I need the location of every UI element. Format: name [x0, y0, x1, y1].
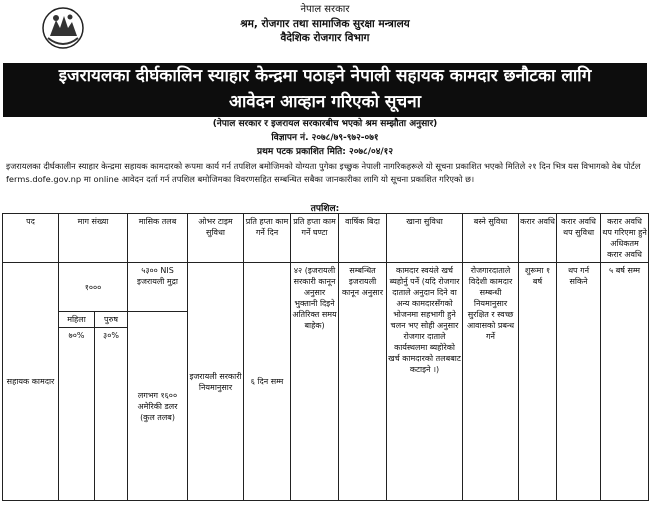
notice-number: विज्ञापन नं. २०७८/७९-९७२-०७१ — [271, 133, 379, 143]
job-details-table — [2, 213, 649, 501]
cell-demand-total: १००० — [59, 263, 128, 312]
cell-overtime: इजरायली सरकारी नियमानुसार — [188, 263, 244, 501]
notice-title-line1: इजरायलका दीर्घकालिन स्याहार केन्द्रमा पठाइने नेपाली सहायक कामदार छनौटका लागि — [58, 66, 592, 86]
first-published-date: प्रथम पटक प्रकाशित मिति: २०७८/०४/१२ — [256, 147, 394, 157]
cell-male-pct: ३०% — [95, 328, 128, 501]
cell-extension: थप गर्न सकिने — [557, 263, 601, 501]
cell-salary-nis: ५३०० NIS इजरायली मुद्रा — [128, 263, 188, 312]
issuing-authority — [0, 3, 650, 45]
cell-accommodation: रोजगारदाताले विदेशी कामदार सम्बन्धी नियमानुसार सुरक्षित र स्वच्छ आवासको प्रबन्ध गर्ने — [463, 263, 519, 501]
col-post: पद — [3, 214, 59, 263]
ministry-name: श्रम, रोजगार तथा सामाजिक सुरक्षा मन्त्रालय — [240, 18, 410, 30]
cell-male-label: पुरुष — [95, 312, 128, 328]
intro-text-2: मा — [81, 173, 94, 184]
col-overtime: ओभर टाइम सुविधा — [188, 214, 244, 263]
col-accommodation: बस्ने सुविधा — [463, 214, 519, 263]
notice-title-banner — [3, 63, 647, 117]
intro-paragraph — [6, 160, 644, 185]
cell-leave: सम्बन्धित इजरायली कानून अनुसार — [339, 263, 387, 501]
col-leave: वार्षिक बिदा — [339, 214, 387, 263]
col-extension: करार अवधि थप सुविधा — [557, 214, 601, 263]
cell-duration: शुरूमा १ बर्ष — [519, 263, 557, 501]
col-demand: माग संख्या — [59, 214, 128, 263]
table-row — [3, 263, 649, 312]
government-name: नेपाल सरकार — [300, 4, 350, 15]
cell-post: सहायक कामदार — [3, 263, 59, 501]
cell-salary-usd: लगभग १६०० अमेरिकी डलर (कुल तलब) — [128, 312, 188, 501]
notice-meta — [0, 117, 650, 159]
col-food: खाना सुविधा — [387, 214, 463, 263]
cell-food: कामदार स्वयंले खर्च ब्यहोर्नु पर्ने (यदि रोजगार दाताले अनुदान दिने वा अन्य कामदारसँगको भोजनमा सहभागी हुने चलन भए सोही अनुसार रोजगार दाताले कार्यस्थलमा ब्यहोरेको खर्च कामदारको तलबबाट कटाइने ।) — [387, 263, 463, 501]
annex-title: तपशिल: — [310, 204, 340, 214]
col-max-period: करार अवधि थप गरिएमा हुने अधिकतम करार अवधि — [601, 214, 649, 263]
col-duration: करार अवधि — [519, 214, 557, 263]
cell-days: ६ दिन सम्म — [244, 263, 291, 501]
online-word: online — [93, 173, 119, 184]
agreement-note: (नेपाल सरकार र इजरायल सरकारबीच भएको श्रम सम्झौता अनुसार) — [212, 119, 438, 129]
cell-hours: ४२ (इजरायली सरकारी कानून अनुसार भुक्तानी दिइने अतिरिक्त समय बाहेक) — [291, 263, 339, 501]
table-header-row — [3, 214, 649, 263]
col-hours: प्रति हप्ता काम गर्ने घण्टा — [291, 214, 339, 263]
portal-link[interactable]: ferms.dofe.gov.np — [6, 173, 82, 184]
col-days: प्रति हप्ता काम गर्ने दिन — [244, 214, 291, 263]
col-salary: मासिक तलब — [128, 214, 188, 263]
department-name: वैदेशिक रोजगार विभाग — [280, 32, 370, 44]
cell-max-period: ५ बर्ष सम्म — [601, 263, 649, 501]
intro-text-3: आवेदन दर्ता गर्न तपशिल बमोजिमका विवरणसहित सम्बन्धित सबैका जानकारीका लागि यो सूचना प्रकाशित गरिएको छ। — [118, 173, 475, 184]
notice-title-line2: आवेदन आव्हान गरिएको सूचना — [228, 92, 422, 112]
intro-text-1: इजरायलका दीर्घकालीन स्याहार केन्द्रमा सहायक कामदारको रूपमा कार्य गर्न तपशिल बमोजिमको योग्यता पुगेका इच्छुक नेपाली नागरिकहरूले यो सूचना प्रकाशित भएको मितिले २१ दिन भित्र यस विभागको वेब पोर्टल — [6, 161, 641, 171]
cell-female-pct: ७०% — [59, 328, 95, 501]
cell-female-label: महिला — [59, 312, 95, 328]
